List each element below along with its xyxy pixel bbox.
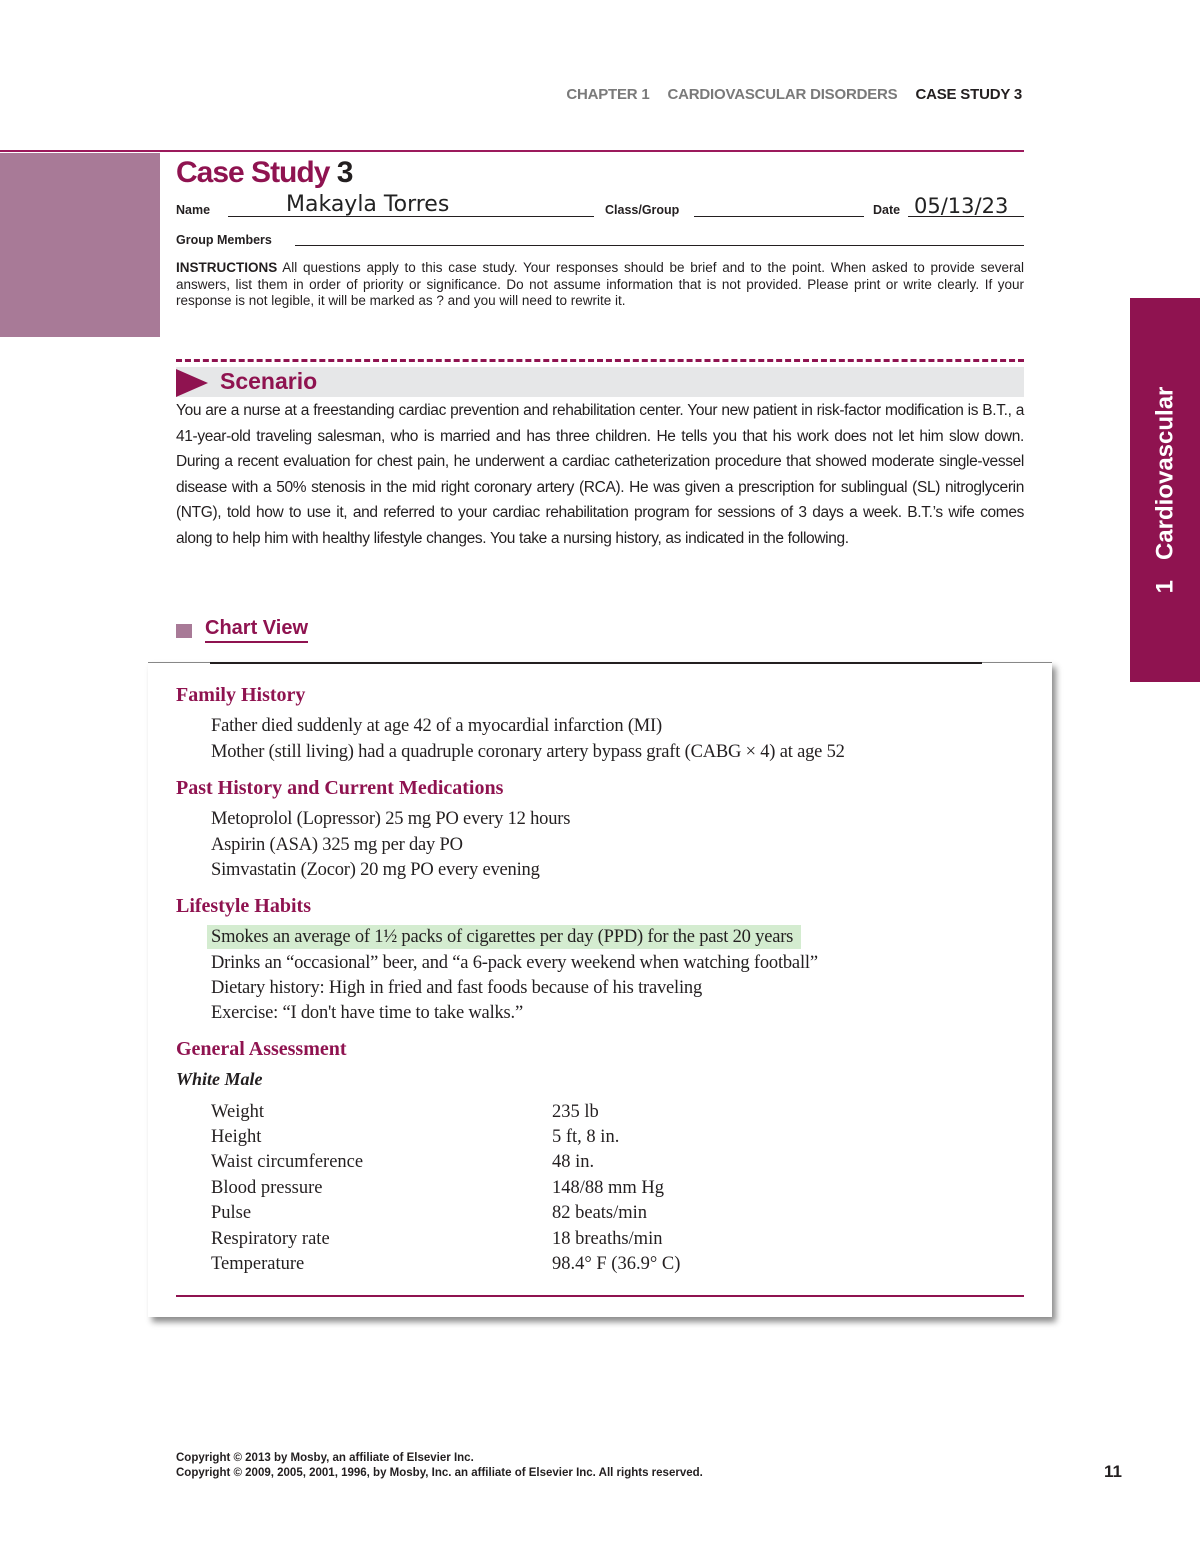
running-head-chapter: CHAPTER 1 [566, 86, 650, 103]
vital-label: Weight [211, 1102, 264, 1122]
family-history-heading: Family History [176, 684, 306, 706]
vital-value: 98.4° F (36.9° C) [552, 1254, 681, 1274]
header-rule [0, 150, 1024, 152]
scenario-dashed-rule [176, 359, 1024, 362]
instructions-text: All questions apply to this case study. Your responses should be brief and to the point. When asked to provide several answers, list them in order of priority or significance. Do not assume information that is not provided. Please print or write clearly. If your response is not legible, it will be marked as ? and you will need to rewrite it. [176, 260, 1024, 308]
running-head [566, 86, 1022, 103]
lifestyle-line-highlighted [211, 927, 801, 948]
instructions-label: INSTRUCTIONS [176, 260, 278, 275]
vital-label: Blood pressure [211, 1178, 323, 1198]
scenario-title: Scenario [220, 368, 318, 394]
page-number: 11 [1104, 1462, 1122, 1481]
group-members-field[interactable] [295, 245, 1024, 246]
vital-value: 82 beats/min [552, 1203, 648, 1223]
medication-line: Aspirin (ASA) 325 mg per day PO [211, 835, 463, 855]
instructions [176, 260, 1024, 310]
chart-box-top-rule [210, 662, 982, 664]
vital-value: 235 lb [552, 1102, 599, 1122]
lifestyle-line: Exercise: “I don't have time to take walks.” [211, 1003, 523, 1023]
vital-label: Respiratory rate [211, 1229, 330, 1249]
copyright-line: Copyright © 2013 by Mosby, an affiliate of Elsevier Inc. [176, 1452, 474, 1464]
vital-value: 148/88 mm Hg [552, 1178, 665, 1198]
vital-label: Height [211, 1127, 262, 1147]
medication-line: Simvastatin (Zocor) 20 mg PO every evening [211, 860, 540, 880]
medication-line: Metoprolol (Lopressor) 25 mg PO every 12 hours [211, 809, 571, 829]
running-head-section: CARDIOVASCULAR DISORDERS [667, 86, 898, 103]
name-label: Name [176, 203, 211, 217]
running-head-case: CASE STUDY 3 [915, 86, 1022, 103]
case-study-word: Case Study [176, 156, 330, 189]
scenario-arrow-icon [176, 369, 208, 397]
smoking-highlight: Smokes an average of 1½ packs of cigarettes per day (PPD) for the past 20 years [207, 925, 801, 949]
family-history-line: Mother (still living) had a quadruple coronary artery bypass graft (CABG × 4) at age 52 [211, 742, 845, 762]
group-members-label: Group Members [176, 233, 272, 247]
chapter-side-tab-label: 1 Cardiovascular [1151, 386, 1179, 594]
date-label: Date [873, 203, 901, 217]
chart-view-title: Chart View [205, 617, 308, 643]
vital-label: Waist circumference [211, 1152, 364, 1172]
case-study-title [176, 156, 352, 190]
date-field[interactable]: 05/13/23 [914, 194, 1009, 218]
scenario-text: You are a nurse at a freestanding cardiac prevention and rehabilitation center. Your new patient in risk-factor modification is B.T., a 41-year-old traveling salesman, who is married and has three children. He tells you that his work does not let him slow down. During a recent evaluation for chest pain, he underwent a cardiac catheterization procedure that showed moderate single-vessel disease with a 50% stenosis in the mid right coronary artery (RCA). He was given a prescription for sublingual (SL) nitroglycerin (NTG), told how to use it, and referred to your cardiac rehabilitation program for sessions of 3 days a week. B.T.’s wife comes along to help him with healthy lifestyle changes. You take a nursing history, as indicated in the following. [176, 402, 1024, 547]
vital-label: Temperature [211, 1254, 305, 1274]
case-study-number: 3 [336, 156, 353, 189]
lifestyle-heading: Lifestyle Habits [176, 895, 311, 917]
name-field[interactable]: Makayla Torres [286, 192, 450, 217]
vital-label: Pulse [211, 1203, 252, 1223]
chart-view-square-icon [176, 624, 192, 638]
past-history-heading: Past History and Current Medications [176, 777, 504, 799]
lifestyle-line: Drinks an “occasional” beer, and “a 6-pack every weekend when watching football” [211, 953, 818, 973]
general-assessment-heading: General Assessment [176, 1038, 347, 1060]
chart-bottom-rule [176, 1295, 1024, 1297]
vital-value: 48 in. [552, 1152, 595, 1172]
lifestyle-line: Dietary history: High in fried and fast foods because of his traveling [211, 978, 703, 998]
family-history-line: Father died suddenly at age 42 of a myocardial infarction (MI) [211, 716, 662, 736]
class-group-field[interactable] [694, 216, 864, 217]
left-color-block [0, 153, 160, 337]
vital-value: 5 ft, 8 in. [552, 1127, 620, 1147]
general-assessment-subheading: White Male [176, 1069, 263, 1089]
vital-value: 18 breaths/min [552, 1229, 663, 1249]
copyright-line: Copyright © 2009, 2005, 2001, 1996, by Mosby, Inc. an affiliate of Elsevier Inc. All rights reserved. [176, 1467, 703, 1479]
class-group-label: Class/Group [605, 203, 680, 217]
